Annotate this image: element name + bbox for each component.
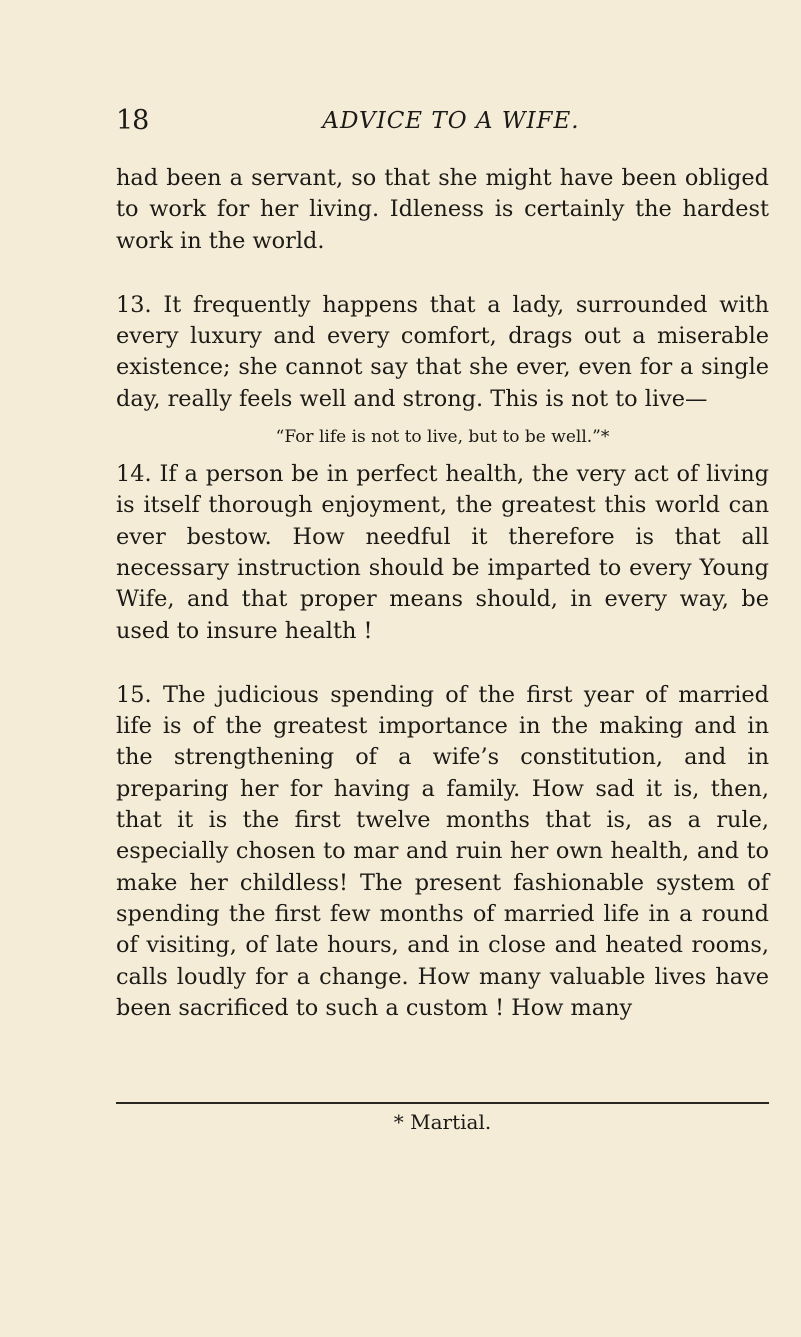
paragraph-15: 15. The judicious spending of the first year of married life is of the greatest importance in the making and in the strengthening of a wife’s constitution, and in preparing her for having a family. How sad it is, then, that it is the first twelve months that is, as a rule, especially chosen to mar and ruin her own health, and to make her childless! The present fashionable system of spending the first few months of married life in a round of visiting, of late hours, and in close and heated rooms, calls loudly for a change. How many valuable lives have been sacrificed to such a custom ! How many [116, 681, 769, 1021]
footnote-divider [116, 1102, 769, 1104]
running-title: ADVICE TO A WIFE. [322, 108, 580, 134]
body-text [116, 163, 769, 1024]
footnote: * Martial. [393, 1110, 492, 1134]
page-header [116, 104, 776, 138]
page-number: 18 [116, 105, 149, 136]
paragraph-13: 13. It frequently happens that a lady, surrounded with every luxury and every comfort, drags out a miserable existence; she cannot say that she ever, even for a single day, really feels well and strong. This is not to live— [116, 291, 769, 412]
block-quote: “For life is not to live, but to be well.”* [275, 427, 610, 448]
paragraph-continued: had been a servant, so that she might have been obliged to work for her living. Idleness is certainly the hardest work in the world. [116, 165, 769, 254]
paragraph-14: 14. If a person be in perfect health, the very act of living is itself thorough enjoyment, the greatest this world can ever bestow. How needful it therefore is that all necessary instruction should be imparted to every Young Wife, and that proper means should, in every way, be used to insure health ! [116, 461, 769, 644]
